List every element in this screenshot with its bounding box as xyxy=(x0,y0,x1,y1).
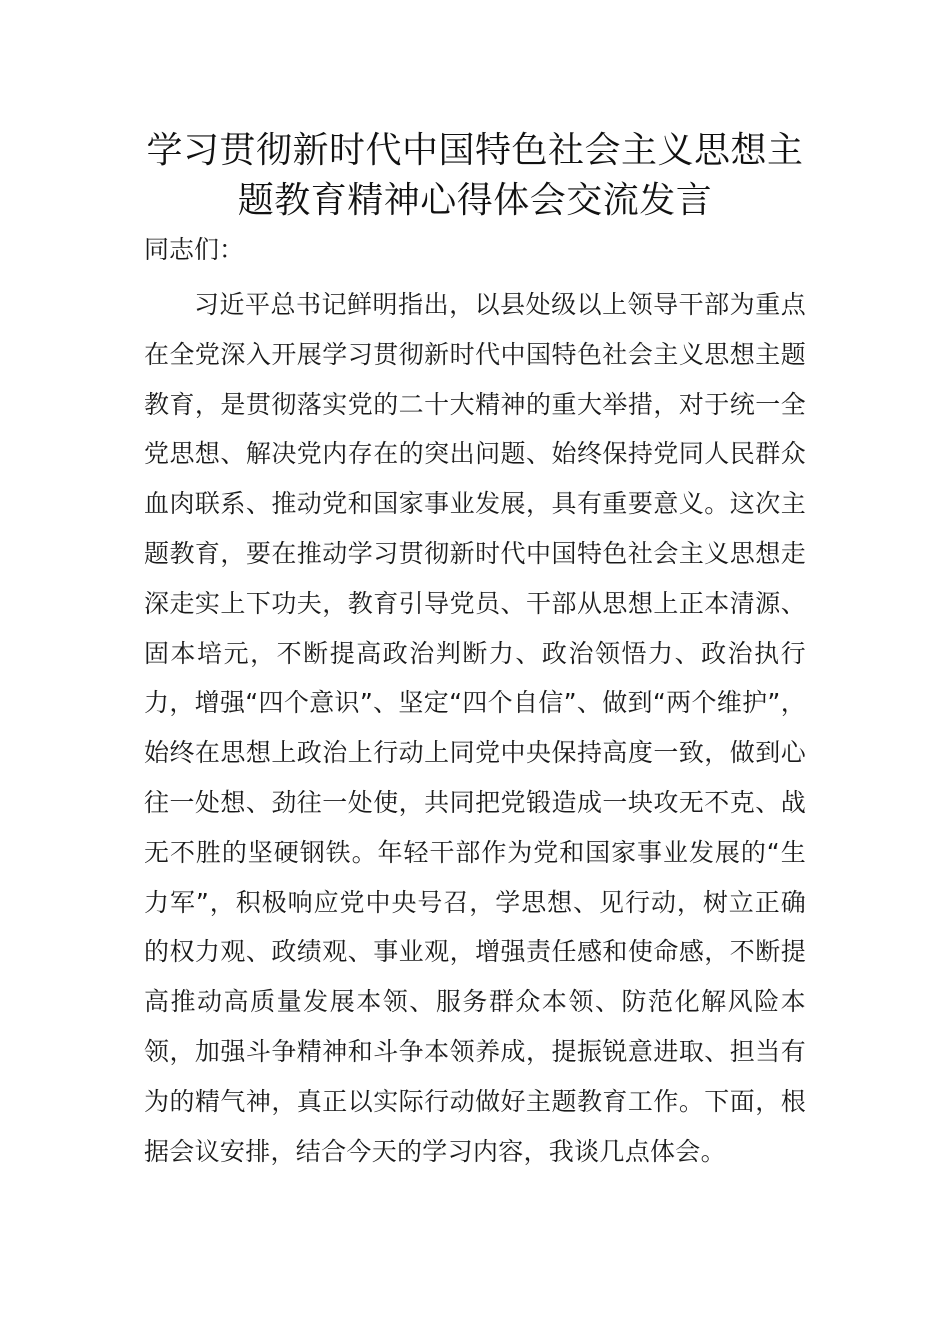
document-title xyxy=(120,126,830,226)
title-line-1: 学习贯彻新时代中国特色社会主义思想主 xyxy=(146,130,804,171)
title-line-2: 题教育精神心得体会交流发言 xyxy=(237,180,713,221)
salutation: 同志们： xyxy=(144,235,245,264)
body-paragraph: 习近平总书记鲜明指出，以县处级以上领导干部为重点在全党深入开展学习贯彻新时代中国特色社会主义思想主题教育，是贯彻落实党的二十大精神的重大举措，对于统一全党思想、解决党内存在的突出问题、始终保持党同人民群众血肉联系、推动党和国家事业发展，具有重要意义。这次主题教育，要在推动学习贯彻新时代中国特色社会主义思想走深走实上下功夫，教育引导党员、干部从思想上正本清源、固本培元，不断提高政治判断力、政治领悟力、政治执行力，增强“四个意识”、坚定“四个自信”、做到“两个维护”，始终在思想上政治上行动上同党中央保持高度一致，做到心往一处想、劲往一处使，共同把党锻造成一块攻无不克、战无不胜的坚硬钢铁。年轻干部作为党和国家事业发展的“生力军”，积极响应党中央号召，学思想、见行动，树立正确的权力观、政绩观、事业观，增强责任感和使命感，不断提高推动高质量发展本领、服务群众本领、防范化解风险本领，加强斗争精神和斗争本领养成，提振锐意进取、担当有为的精气神，真正以实际行动做好主题教育工作。下面，根据会议安排，结合今天的学习内容，我谈几点体会。 xyxy=(144,290,806,1166)
